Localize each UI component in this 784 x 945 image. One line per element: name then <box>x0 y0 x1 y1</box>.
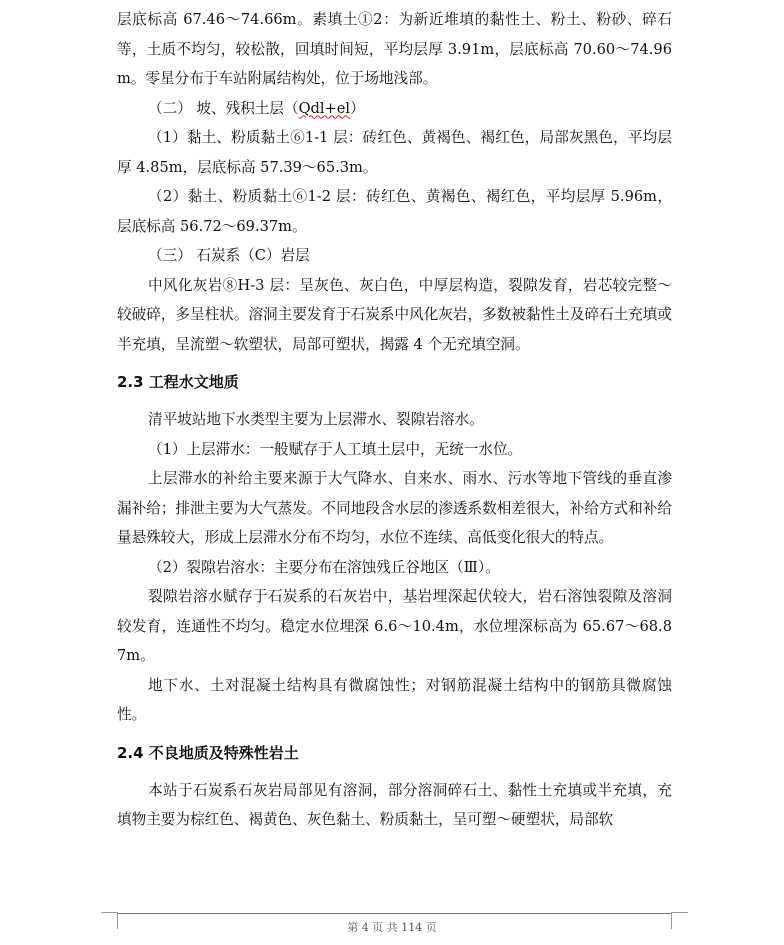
paragraph-clay-6-1-1: （1）黏土、粉质黏土⑥1-1 层：砖红色、黄褐色、褐红色，局部灰黑色，平均层厚 4.85m，层底标高 57.39～65.3m。 <box>117 129 672 176</box>
spellcheck-flagged-text: Qdl+el <box>298 99 351 117</box>
paragraph-groundwater-types: 清平坡站地下水类型主要为上层滞水、裂隙岩溶水。 <box>148 411 484 428</box>
paragraph-perched-water: （1）上层滞水：一般赋存于人工填土层中，无统一水位。 <box>148 440 523 458</box>
section-heading-2-3: 2.3 工程水文地质 <box>117 373 239 391</box>
subheading-carboniferous: （三） 石炭系（C）岩层 <box>148 247 310 264</box>
subheading-text-end: ） <box>350 99 365 117</box>
paragraph-corrosion: 地下水、土对混凝土结构具有微腐蚀性；对钢筋混凝土结构中的钢筋具微腐蚀性。 <box>117 676 672 723</box>
paragraph-perched-water-recharge: 上层滞水的补给主要来源于大气降水、自来水、雨水、污水等地下管线的垂直渗漏补给；排泄主要为大气蒸发。不同地段含水层的渗透系数相差很大，补给方式和补给量悬殊较大，形成上层滞水分布不均匀，水位不连续、高低变化很大的特点。 <box>117 470 672 546</box>
paragraph-karst-caves: 本站于石炭系石灰岩局部见有溶洞，部分溶洞碎石土、黏性土充填或半充填，充填物主要为棕红色、褐黄色、灰色黏土、粉质黏土，呈可塑～硬塑状，局部软 <box>117 781 672 828</box>
paragraph-fill-layer: 层底标高 67.46～74.66m。素填土①2：为新近堆填的黏性土、粉土、粉砂、碎石等，土质不均匀，较松散，回填时间短，平均层厚 3.91m，层底标高 70.60～74.96m。零星分布于车站附属结构处，位于场地浅部。 <box>117 11 672 87</box>
footer-rule <box>117 913 671 914</box>
page-content <box>117 5 672 835</box>
page-number-footer: 第 4 页 共 114 页 <box>347 921 437 934</box>
paragraph-clay-6-1-2: （2）黏土、粉质黏土⑥1-2 层：砖红色、黄褐色、褐红色，平均层厚 5.96m，层底标高 56.72～69.37m。 <box>117 188 672 235</box>
paragraph-karst-water-detail: 裂隙岩溶水赋存于石炭系的石灰岩中，基岩埋深起伏较大，岩石溶蚀裂隙及溶洞较发育，连通性不均匀。稳定水位埋深 6.6～10.4m，水位埋深标高为 65.67～68.87m。 <box>117 588 672 664</box>
paragraph-karst-water: （2）裂隙岩溶水：主要分布在溶蚀残丘谷地区（Ⅲ）。 <box>148 558 500 576</box>
paragraph-limestone: 中风化灰岩⑧H-3 层：呈灰色、灰白色，中厚层构造，裂隙发育，岩芯较完整～较破碎，多呈柱状。溶洞主要发育于石炭系中风化灰岩，多数被黏性土及碎石土充填或半充填，呈流塑～软塑状，局部可塑状，揭露 4 个无充填空洞。 <box>117 276 672 353</box>
subheading-text: （二） 坡、残积土层（ <box>148 99 299 117</box>
section-heading-2-4: 2.4 不良地质及特殊性岩土 <box>117 743 299 762</box>
subheading-slope-residual-layer <box>117 94 672 124</box>
